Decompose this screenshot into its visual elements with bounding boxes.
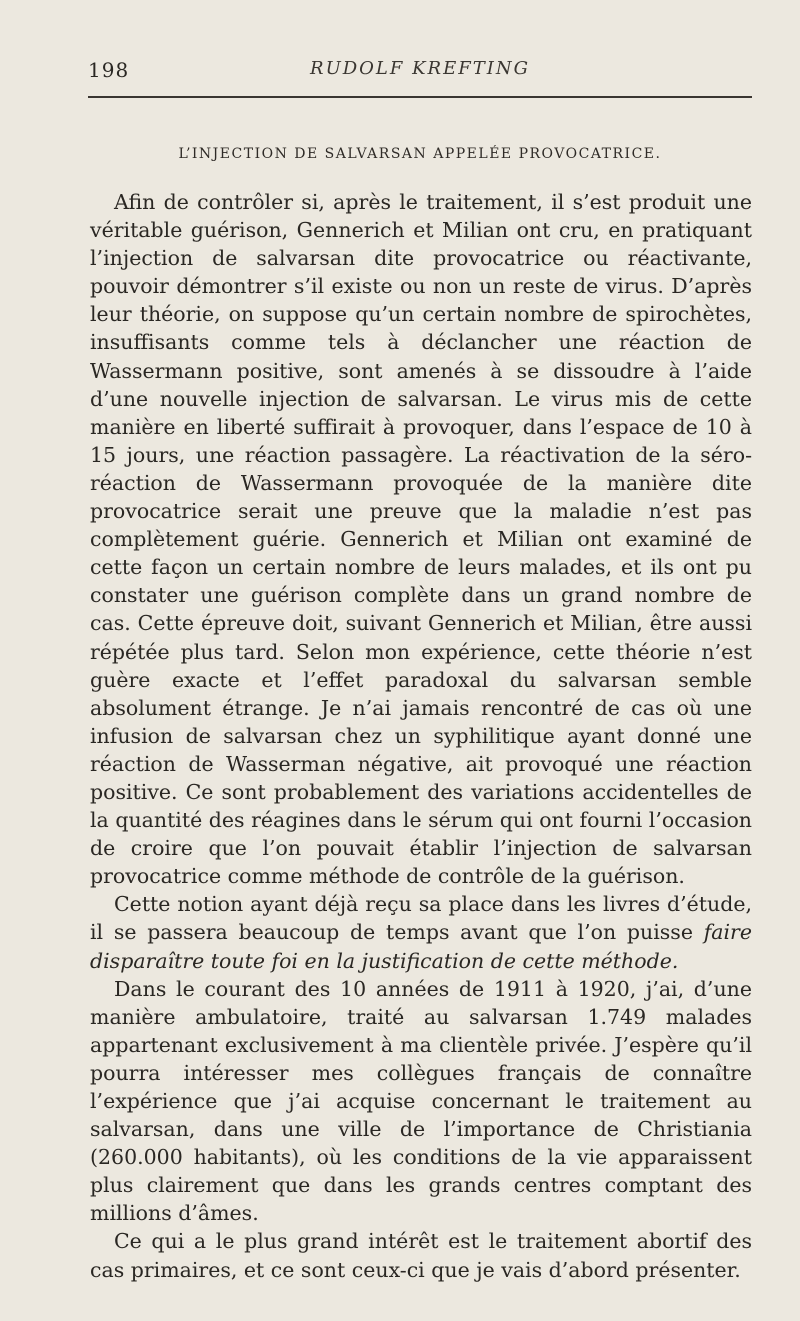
page-header bbox=[88, 58, 752, 88]
body-text bbox=[90, 188, 752, 1284]
paragraph-3: Dans le courant des 10 années de 1911 à 1920, j’ai, d’une manière ambulatoire, traité au salvarsan 1.749 malades appartenant exclusivement à ma clientèle privée. J’espère qu’il pourra intéresser mes collègues français de connaître l’expérience que j’ai acquise concernant le traitement au salvarsan, dans une ville de l’importance de Christiania (260.000 habitants), où les conditions de la vie apparaissent plus clairement que dans les grands centres comptant des millions d’âmes. bbox=[90, 976, 752, 1226]
paragraph-1: Afin de contrôler si, après le traitement, il s’est produit une véritable guérison, Gennerich et Milian ont cru, en pratiquant l’injection de salvarsan dite provocatrice ou réactivante, pouvoir démontrer s’il existe ou non un reste de virus. D’après leur théorie, on suppose qu’un certain nombre de spirochètes, insuffisants comme tels à déclancher une réaction de Wassermann positive, sont amenés à se dissoudre à l’aide d’une nouvelle injection de salvarsan. Le virus mis de cette manière en liberté suffirait à provoquer, dans l’espace de 10 à 15 jours, une réaction passagère. La réactivation de la séro-réaction de Wassermann provoquée de la manière dite provocatrice serait une preuve que la maladie n’est pas complètement guérie. Gennerich et Milian ont examiné de cette façon un certain nombre de leurs malades, et ils ont pu constater une guérison complète dans un grand nombre de cas. Cette épreuve doit, suivant Gennerich et Milian, être aussi répétée plus tard. Selon mon expérience, cette théorie n’est guère exacte et l’effet paradoxal du salvarsan semble absolument étrange. Je n’ai jamais rencontré de cas où une infusion de salvarsan chez un syphilitique ayant donné une réaction de Wasserman négative, ait provoqué une réaction positive. Ce sont probablement des variations accidentelles de la quantité des réagines dans le sérum qui ont fourni l’occasion de croire que l’on pouvait établir l’injection de salvarsan provocatrice comme méthode de contrôle de la guérison. bbox=[90, 190, 752, 889]
running-head: RUDOLF KREFTING bbox=[310, 58, 530, 79]
paragraph-2 bbox=[90, 890, 752, 974]
paragraph-4: Ce qui a le plus grand intérêt est le traitement abortif des cas primaires, et ce sont ceux-ci que je vais d’abord présenter. bbox=[90, 1229, 752, 1282]
page-number: 198 bbox=[88, 58, 130, 82]
header-rule bbox=[88, 96, 752, 98]
paragraph-2-text: Cette notion ayant déjà reçu sa place dans les livres d’étude, il se passera beaucoup de temps avant que l’on puisse bbox=[90, 892, 752, 945]
paragraph-2-italic: faire disparaître toute foi en la justification de cette méthode. bbox=[90, 920, 752, 973]
section-title: L’INJECTION DE SALVARSAN APPELÉE PROVOCATRICE. bbox=[178, 146, 662, 162]
